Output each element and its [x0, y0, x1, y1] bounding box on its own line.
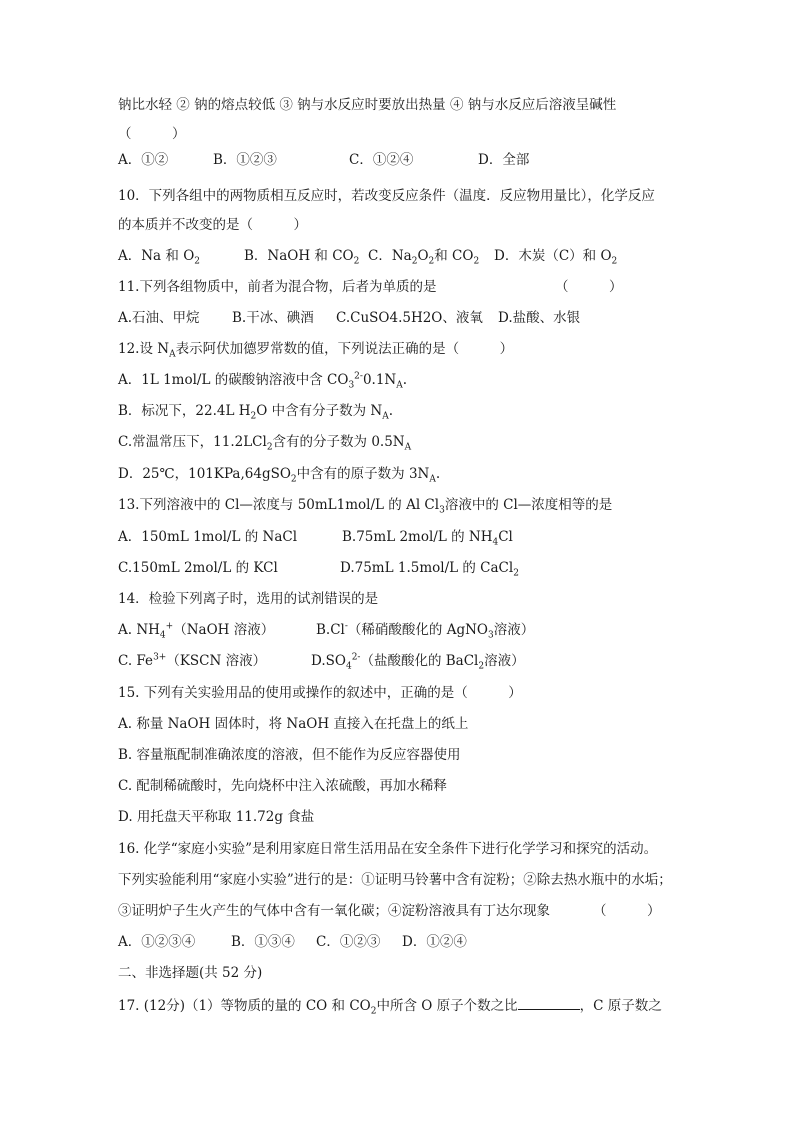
q15-stem: 15. 下列有关实验用品的使用或操作的叙述中，正确的是（ ）	[118, 685, 522, 701]
q16-option-a: A．①②③④	[118, 934, 196, 950]
q16-paren: （ ）	[593, 903, 661, 919]
q16-option-d: D．①②④	[402, 934, 467, 950]
q11-option-b: B.干冰、碘酒	[232, 310, 314, 326]
q14-option-b: B.Cl-（稀硝酸酸化的 AgNO$_3$溶液）	[316, 621, 535, 641]
q11-option-c: C.CuSO4.5H2O、液氧	[336, 310, 483, 326]
q16-stem-line1: 16. 化学“家庭小实验”是利用家庭日常生活用品在安全条件下进行化学学习和探究的活动。	[118, 841, 658, 857]
q16-stem-line2: 下列实验能利用“家庭小实验”进行的是：①证明马铃薯中含有淀粉；②除去热水瓶中的水垢；	[118, 872, 672, 888]
q17-stem: 17. (12分)（1）等物质的量的 CO 和 $CO_2$中所含 O 原子个数之比 ，C 原子数之	[118, 998, 662, 1017]
q13-option-d: D.75mL 1.5mol/L 的 CaCl$_2$	[340, 560, 519, 579]
section-heading: 二、非选择题(共 52 分)	[118, 965, 263, 981]
q16-option-b: B．①③④	[231, 934, 295, 950]
q13-option-b: B.75mL 2mol/L 的 $NH_4Cl$	[342, 529, 513, 548]
q15-option-a: A. 称量 NaOH 固体时，将 NaOH 直接入在托盘上的纸上	[118, 716, 469, 732]
q12-option-a: A．1L 1mol/L 的碳酸钠溶液中含 $CO_3^{2-}0.1N_A$.	[118, 371, 408, 391]
q13-option-a: A．150mL 1mol/L 的 NaCl	[118, 529, 298, 545]
q13-option-c: C.150mL 2mol/L 的 KCl	[118, 560, 278, 576]
q10-option-a: A．Na 和 $O_2$	[118, 248, 200, 267]
q14-option-a: A. $NH_4^+(NaOH$ 溶液）	[118, 621, 275, 641]
q12-option-c: C.常温常压下，11.2LCl$_2$含有的分子数为 $0.5N_A$	[118, 434, 412, 453]
q9-option-c: C．①②④	[349, 152, 414, 168]
q11-option-d: D.盐酸、水银	[498, 310, 581, 326]
q15-option-c: C. 配制稀硫酸时，先向烧杯中注入浓硫酸，再加水稀释	[118, 778, 447, 794]
q16-stem-line3: ③证明炉子生火产生的气体中含有一氧化碳；④淀粉溶液具有丁达尔现象	[118, 903, 550, 919]
q9-stem: 钠比水轻 ② 钠的熔点较低 ③ 钠与水反应时要放出热量 ④ 钠与水反应后溶液呈碱性	[118, 97, 617, 113]
q10-stem-line1: 10．下列各组中的两物质相互反应时，若改变反应条件（温度．反应物用量比），化学反应	[118, 188, 655, 204]
q11-option-a: A.石油、甲烷	[118, 310, 200, 326]
q10-option-c: C．$Na_2O_2$和 $CO_2$	[368, 248, 480, 267]
q10-option-d: D．木炭（C）和 $O_2$	[494, 248, 618, 267]
q11-paren: （ ）	[555, 279, 623, 295]
q14-option-d: $D.SO_4^{2-}$（盐酸酸化的 BaCl$_2$溶液）	[311, 652, 525, 672]
q14-option-c: C. $Fe^{3+}(KSCN$ 溶液）	[118, 652, 267, 669]
answer-blank[interactable]	[518, 996, 580, 1010]
q14-stem: 14．检验下列离子时，选用的试剂错误的是	[118, 591, 379, 607]
q16-option-c: C．①②③	[316, 934, 381, 950]
q15-option-d: D. 用托盘天平称取 11.72g 食盐	[118, 809, 315, 825]
q9-option-b: B．①②③	[213, 152, 277, 168]
q10-stem-line2: 的本质并不改变的是（ ）	[118, 217, 307, 233]
q10-option-b: B．NaOH 和 $CO_2$	[244, 248, 360, 267]
q9-option-a: A．①②	[118, 152, 169, 168]
q9-option-d: D．全部	[478, 152, 530, 168]
q9-paren: （ ）	[118, 126, 186, 142]
q12-option-d: D．25℃，101KPa,64gSO$_2$中含有的原子数为 $3N_A$.	[118, 466, 441, 485]
q15-option-b: B. 容量瓶配制准确浓度的溶液，但不能作为反应容器使用	[118, 747, 461, 763]
q11-stem: 11.下列各组物质中，前者为混合物，后者为单质的是	[118, 279, 437, 295]
q12-stem: 12.设 $N_A$表示阿伏加德罗常数的值，下列说法正确的是（ ）	[118, 341, 514, 360]
q13-stem: 13.下列溶液中的 Cl—浓度与 50mL1mol/L 的 Al $Cl_3$溶液中的 Cl—浓度相等的是	[118, 497, 613, 516]
q12-option-b: B．标况下，22.4L $H_2O$ 中含有分子数为 $N_A$.	[118, 403, 394, 422]
